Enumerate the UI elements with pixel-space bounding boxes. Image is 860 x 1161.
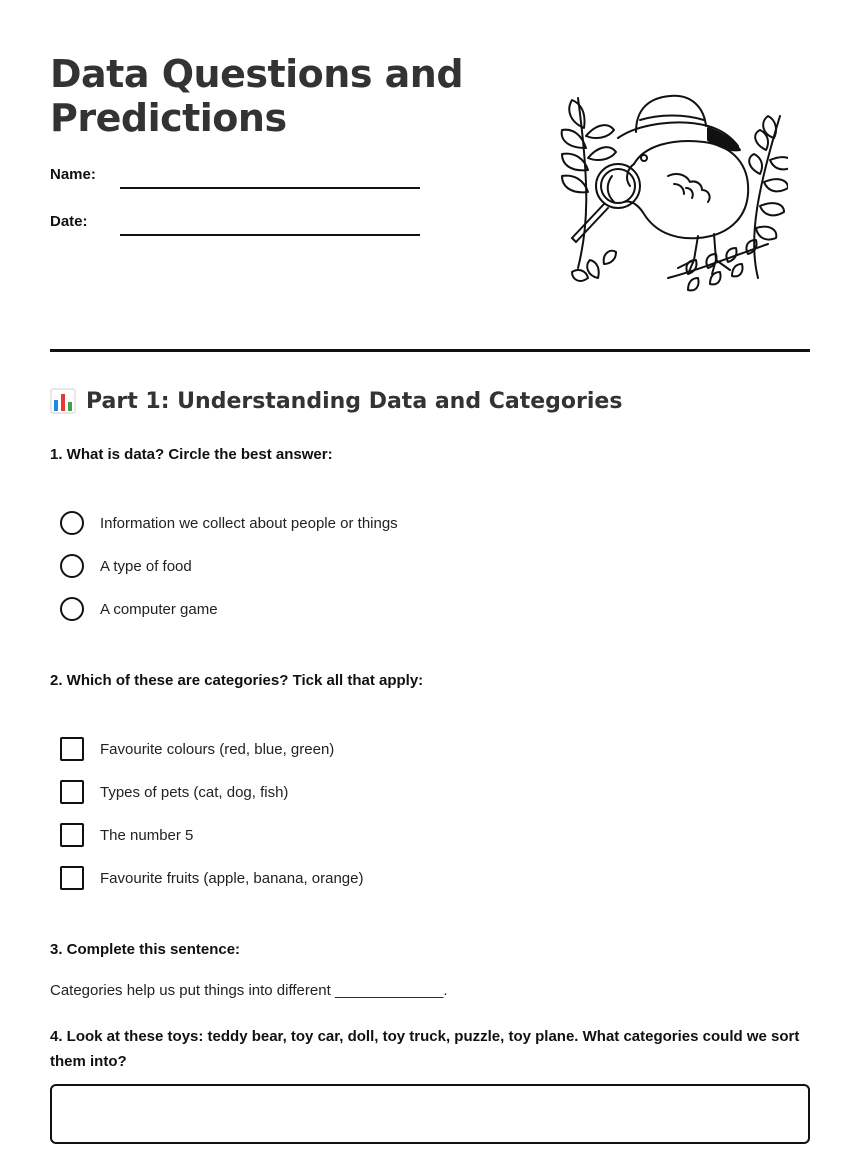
radio-circle[interactable] [60, 554, 84, 578]
section-divider [50, 349, 810, 352]
checkbox[interactable] [60, 866, 84, 890]
question-4: 4. Look at these toys: teddy bear, toy car, doll, toy truck, puzzle, toy plane. What categories could we sort them into? [50, 1028, 800, 1070]
part1-heading [50, 388, 622, 414]
kiwi-detective-illustration [548, 88, 788, 298]
checkbox[interactable] [60, 780, 84, 804]
q2-option-4[interactable] [60, 866, 364, 890]
bar-chart-icon [50, 388, 76, 414]
part1-heading-text: Part 1: Understanding Data and Categories [86, 388, 623, 414]
radio-circle[interactable] [60, 597, 84, 621]
q1-option-2-label: A type of food [100, 557, 192, 575]
q1-option-2[interactable] [60, 554, 192, 578]
q2-option-3-label: The number 5 [100, 826, 194, 844]
q1-option-3-label: A computer game [100, 600, 218, 618]
fill-in-sentence: Categories help us put things into different _____________. [50, 982, 448, 999]
radio-circle[interactable] [60, 511, 84, 535]
q1-option-1[interactable] [60, 511, 398, 535]
page-title: Data Questions and Predictions [50, 52, 464, 140]
checkbox[interactable] [60, 823, 84, 847]
question-2: 2. Which of these are categories? Tick all that apply: [50, 672, 424, 689]
q1-option-3[interactable] [60, 597, 218, 621]
q2-option-4-label: Favourite fruits (apple, banana, orange) [100, 869, 364, 887]
q2-option-2[interactable] [60, 780, 288, 804]
q1-option-1-label: Information we collect about people or things [100, 514, 398, 532]
name-label: Name: [50, 166, 96, 183]
q2-option-3[interactable] [60, 823, 193, 847]
checkbox[interactable] [60, 737, 84, 761]
q2-option-1[interactable] [60, 737, 334, 761]
question-1: 1. What is data? Circle the best answer: [50, 446, 333, 463]
date-field[interactable] [120, 234, 420, 236]
q2-option-1-label: Favourite colours (red, blue, green) [100, 740, 335, 758]
name-field[interactable] [120, 187, 420, 189]
q2-option-2-label: Types of pets (cat, dog, fish) [100, 783, 289, 801]
question-3: 3. Complete this sentence: [50, 941, 241, 958]
q4-answer-box[interactable] [50, 1084, 810, 1144]
date-label: Date: [50, 213, 88, 230]
